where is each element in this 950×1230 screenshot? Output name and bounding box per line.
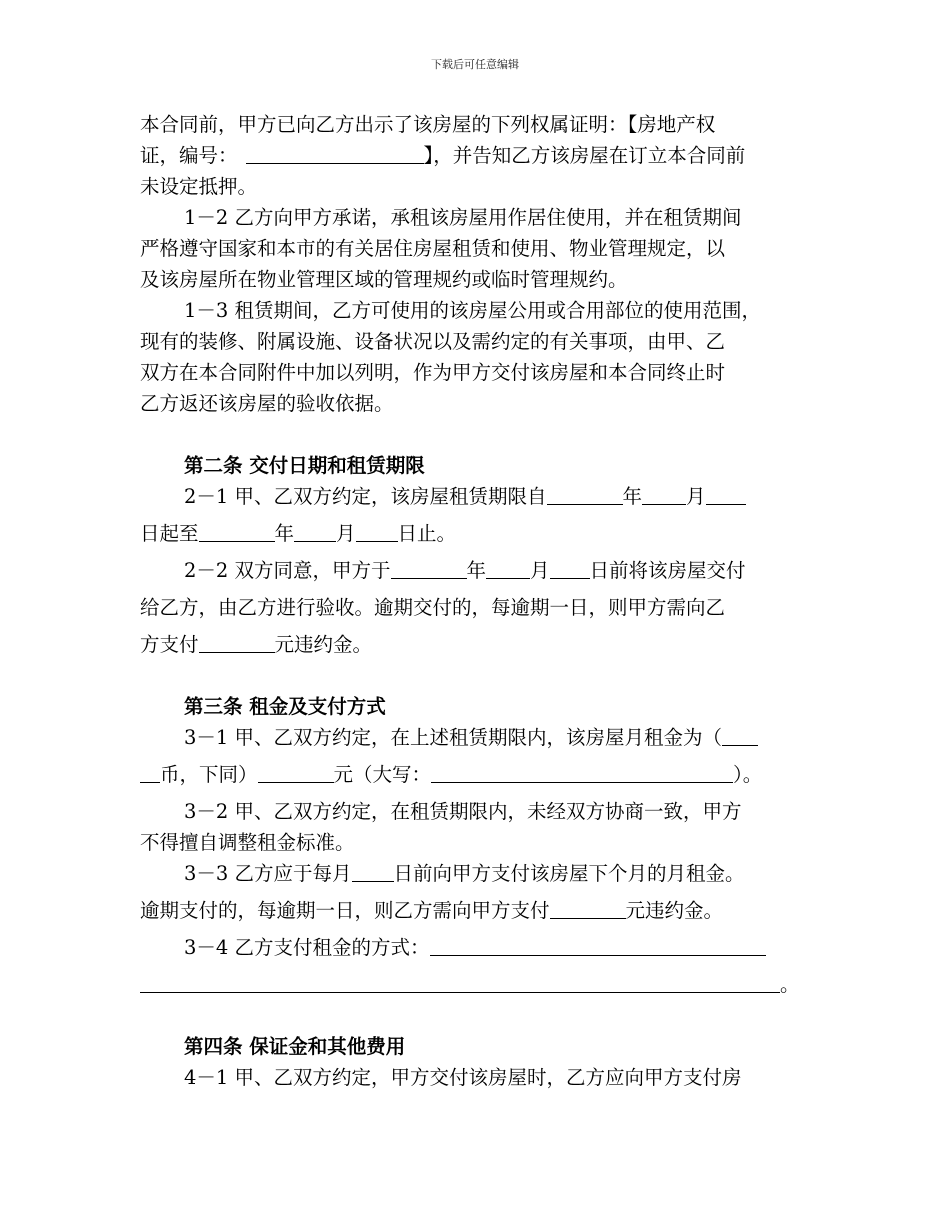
contract-body xyxy=(140,110,812,1094)
para-line: 1－2 乙方向甲方承诺，承租该房屋用作居住使用，并在租赁期间 xyxy=(184,206,742,229)
cert-number-blank[interactable] xyxy=(246,142,424,164)
para-line xyxy=(140,141,812,172)
label: 月 xyxy=(336,522,356,545)
label: 3－3 乙方应于每月 xyxy=(184,862,352,885)
para-line: 现有的装修、附属设施、设备状况以及需约定的有关事项，由甲、乙 xyxy=(140,330,726,353)
para-line xyxy=(140,723,812,754)
label: 月 xyxy=(686,485,706,508)
start-year-blank[interactable] xyxy=(547,483,623,505)
label: 2－2 双方同意，甲方于 xyxy=(184,559,391,582)
para-line: 严格遵守国家和本市的有关居住房屋租赁和使用、物业管理规定，以 xyxy=(140,237,726,260)
label: 元违约金。 xyxy=(274,633,373,656)
page-header: 下载后可任意编辑 xyxy=(431,58,519,71)
start-month-blank[interactable] xyxy=(642,483,686,505)
currency-blank-cont[interactable] xyxy=(140,761,160,783)
label: ）。 xyxy=(733,763,763,786)
label: 币，下同） xyxy=(160,763,258,786)
para-line: 4－1 甲、乙双方约定，甲方交付该房屋时，乙方应向甲方支付房 xyxy=(184,1066,742,1089)
label: 。 xyxy=(780,973,800,996)
rent-amount-words-blank[interactable] xyxy=(431,761,733,783)
section-heading: 第四条 保证金和其他费用 xyxy=(184,1035,406,1058)
label: 元（大写： xyxy=(333,763,432,786)
para-line: 双方在本合同附件中加以列明，作为甲方交付该房屋和本合同终止时 xyxy=(140,361,726,384)
late-delivery-penalty-blank[interactable] xyxy=(199,631,275,653)
para-line xyxy=(140,970,812,1001)
para-line: 不得擅自调整租金标准。 xyxy=(140,831,355,854)
end-day-blank[interactable] xyxy=(356,520,398,542)
payment-method-blank[interactable] xyxy=(430,934,766,956)
para-line: 及该房屋所在物业管理区域的管理规约或临时管理规约。 xyxy=(140,268,628,291)
para-line: 未设定抵押。 xyxy=(140,175,258,198)
delivery-month-blank[interactable] xyxy=(486,557,530,579)
currency-blank[interactable] xyxy=(722,724,758,746)
para-line: 给乙方，由乙方进行验收。逾期交付的，每逾期一日，则甲方需向乙 xyxy=(140,596,726,619)
para-line xyxy=(140,896,812,927)
para-line xyxy=(140,556,812,587)
end-year-blank[interactable] xyxy=(199,520,275,542)
start-day-blank[interactable] xyxy=(706,483,746,505)
label: 月 xyxy=(530,559,550,582)
label: 日起至 xyxy=(140,522,199,545)
label: 元违约金。 xyxy=(625,899,724,922)
label: 年 xyxy=(622,485,643,508)
para-line xyxy=(140,859,812,890)
label: 日前向甲方支付该房屋下个月的月租金。 xyxy=(393,862,745,885)
label: 2－1 甲、乙双方约定，该房屋租赁期限自 xyxy=(184,485,547,508)
para-line xyxy=(140,630,812,661)
para-line: 1－3 租赁期间，乙方可使用的该房屋公用或合用部位的使用范围， xyxy=(184,299,762,322)
rent-amount-blank[interactable] xyxy=(258,761,334,783)
payment-method-blank-cont[interactable] xyxy=(140,971,780,993)
label: 日前将该房屋交付 xyxy=(589,559,746,582)
delivery-year-blank[interactable] xyxy=(391,557,467,579)
label: 日止。 xyxy=(397,522,457,545)
delivery-day-blank[interactable] xyxy=(550,557,590,579)
para-line: 3－2 甲、乙双方约定，在租赁期限内，未经双方协商一致，甲方 xyxy=(184,800,742,823)
label: 年 xyxy=(274,522,295,545)
label: 逾期支付的，每逾期一日，则乙方需向甲方支付 xyxy=(140,899,550,922)
label: 方支付 xyxy=(140,633,199,656)
para-line xyxy=(140,760,812,791)
para-line: 本合同前，甲方已向乙方出示了该房屋的下列权属证明：【房地产权 xyxy=(140,113,716,136)
rent-due-day-blank[interactable] xyxy=(352,860,394,882)
para-line xyxy=(140,482,812,513)
para-line xyxy=(140,933,812,964)
label: 3－1 甲、乙双方约定，在上述租赁期限内，该房屋月租金为（ xyxy=(184,726,723,749)
end-month-blank[interactable] xyxy=(294,520,336,542)
late-rent-penalty-blank[interactable] xyxy=(550,897,626,919)
label: 证，编号： xyxy=(140,144,238,167)
section-heading: 第二条 交付日期和租赁期限 xyxy=(184,454,425,477)
para-line: 乙方返还该房屋的验收依据。 xyxy=(140,392,394,415)
section-heading: 第三条 租金及支付方式 xyxy=(184,695,386,718)
label: 3－4 乙方支付租金的方式： xyxy=(184,936,430,959)
para-line xyxy=(140,519,812,550)
label: 年 xyxy=(466,559,487,582)
label: 】，并告知乙方该房屋在订立本合同前 xyxy=(423,144,746,167)
